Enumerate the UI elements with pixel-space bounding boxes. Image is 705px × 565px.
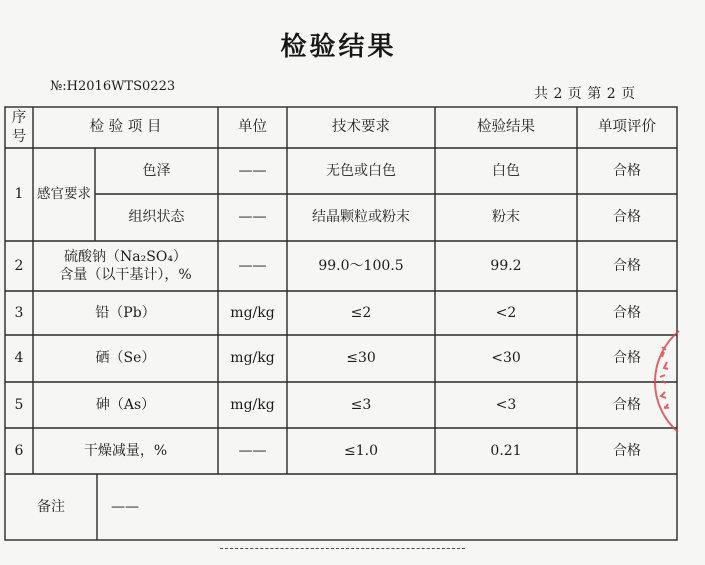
row-1-seq: 1 bbox=[14, 186, 24, 203]
row-2-item-line-2: 含量（以干基计），% bbox=[59, 267, 192, 283]
header-item: 检 验 项 目 bbox=[89, 119, 162, 136]
row-1b-evaluation: 合格 bbox=[613, 209, 641, 226]
remark-label: 备注 bbox=[37, 498, 65, 515]
row-4-requirement: ≤30 bbox=[346, 350, 376, 367]
page-counter: 共 2 页 第 2 页 bbox=[534, 86, 636, 102]
row-1-group: 感官要求 bbox=[37, 185, 91, 202]
row-3-evaluation: 合格 bbox=[613, 304, 641, 321]
row-4-seq: 4 bbox=[14, 350, 24, 367]
row-1a-unit: —— bbox=[238, 162, 267, 179]
row-1b-item: 组织状态 bbox=[128, 209, 185, 226]
row-3-item: 铅（Pb） bbox=[95, 304, 156, 321]
row-4-unit: mg/kg bbox=[230, 350, 275, 367]
row-4-item: 硒（Se） bbox=[95, 350, 156, 367]
header-requirement: 技术要求 bbox=[332, 119, 390, 136]
header-unit: 单位 bbox=[238, 119, 267, 136]
row-5-unit: mg/kg bbox=[230, 396, 275, 413]
row-6-evaluation: 合格 bbox=[613, 442, 641, 459]
row-5-result: <3 bbox=[495, 396, 517, 413]
row-1a-item: 色泽 bbox=[142, 162, 171, 179]
row-5-seq: 5 bbox=[14, 396, 24, 413]
row-2-item-line-1: 硫酸钠（Na₂SO₄） bbox=[64, 248, 187, 265]
row-2-seq: 2 bbox=[14, 257, 24, 274]
row-6-result: 0.21 bbox=[490, 442, 522, 459]
header-evaluation: 单项评价 bbox=[598, 119, 656, 136]
row-2-result: 99.2 bbox=[490, 257, 522, 274]
row-4-result: <30 bbox=[491, 350, 521, 367]
row-3-result: <2 bbox=[495, 304, 517, 321]
row-5-item: 砷（As） bbox=[95, 396, 156, 413]
report-number: №:H2016WTS0223 bbox=[50, 79, 176, 94]
row-1b-result: 粉末 bbox=[492, 209, 520, 226]
page-title: 检验结果 bbox=[280, 32, 397, 62]
row-3-requirement: ≤2 bbox=[350, 304, 372, 321]
row-5-evaluation: 合格 bbox=[613, 396, 641, 413]
row-5-requirement: ≤3 bbox=[350, 396, 372, 413]
row-3-seq: 3 bbox=[14, 304, 24, 321]
header-result: 检验结果 bbox=[477, 119, 535, 136]
row-6-requirement: ≤1.0 bbox=[344, 442, 378, 459]
header-seq: 序号 bbox=[11, 110, 27, 145]
row-2-unit: —— bbox=[238, 257, 267, 274]
row-1b-unit: —— bbox=[238, 209, 267, 226]
row-1a-evaluation: 合格 bbox=[613, 162, 641, 179]
row-2-evaluation: 合格 bbox=[613, 257, 641, 274]
row-1a-requirement: 无色或白色 bbox=[326, 162, 396, 179]
footer-dashed-rule bbox=[220, 548, 465, 549]
row-1a-result: 白色 bbox=[492, 162, 520, 179]
row-3-unit: mg/kg bbox=[230, 304, 275, 321]
row-2-requirement: 99.0～100.5 bbox=[318, 257, 404, 274]
row-6-unit: —— bbox=[238, 442, 267, 459]
remark-value: —— bbox=[111, 498, 139, 515]
row-4-evaluation: 合格 bbox=[613, 350, 641, 367]
row-6-seq: 6 bbox=[14, 442, 24, 459]
row-2-item bbox=[33, 241, 218, 291]
row-6-item: 干燥减量，% bbox=[83, 442, 168, 459]
row-1b-requirement: 结晶颗粒或粉末 bbox=[312, 209, 410, 226]
